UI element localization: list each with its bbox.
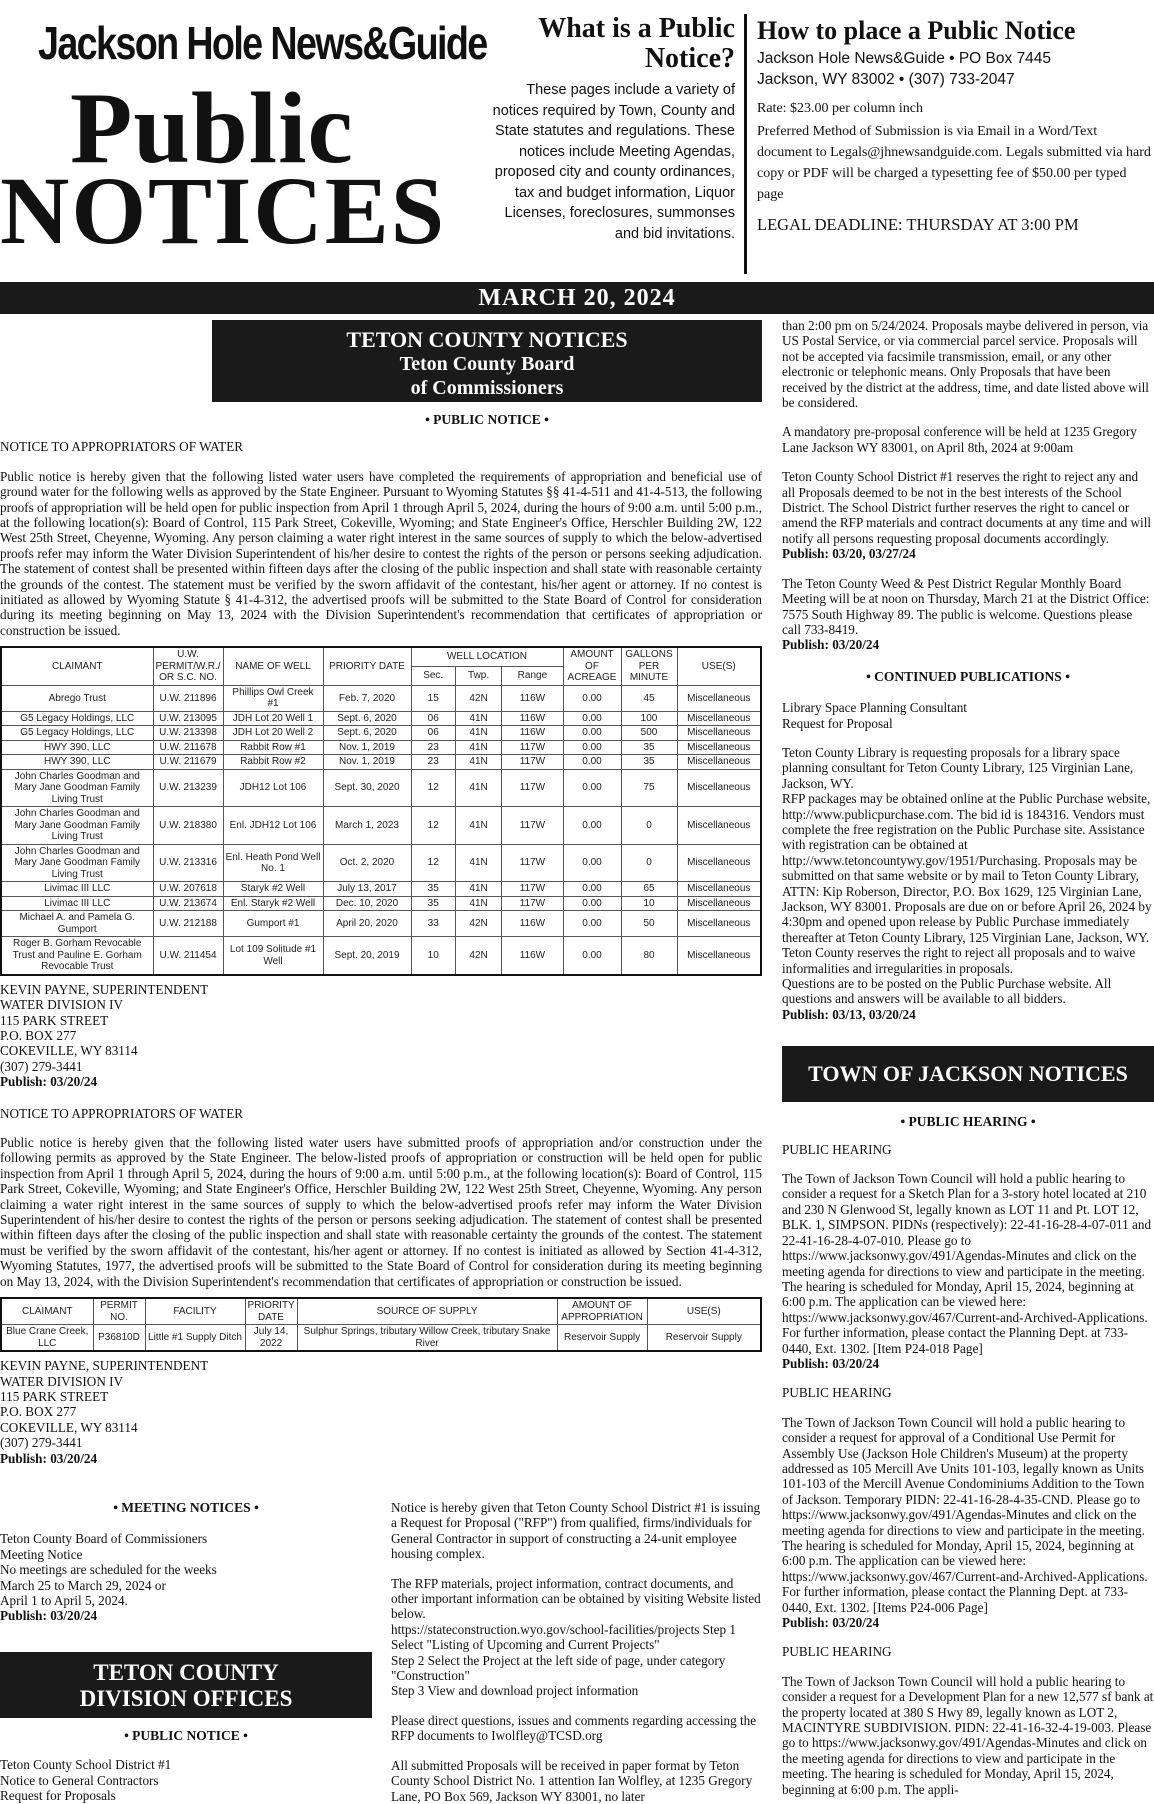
cell: 41N xyxy=(455,896,501,911)
cell: Sept. 20, 2019 xyxy=(323,937,411,975)
meeting-line: March 25 to March 29, 2024 or xyxy=(0,1577,166,1593)
signature-line: COKEVILLE, WY 83114 xyxy=(0,1043,138,1059)
table-row xyxy=(1,711,761,726)
col-priority-date: PRIORITY DATE xyxy=(323,647,411,685)
col-gpm: GALLONS PER MINUTE xyxy=(621,647,677,685)
cell: 41N xyxy=(455,769,501,807)
cell: Oct. 2, 2020 xyxy=(323,844,411,882)
cell: Livimac III LLC xyxy=(1,896,153,911)
cell: U.W. 211678 xyxy=(153,740,223,755)
col-uses: USE(S) xyxy=(677,647,761,685)
rate-text: Rate: $23.00 per column inch xyxy=(757,101,924,116)
col-well-name: NAME OF WELL xyxy=(223,647,323,685)
table-row xyxy=(1,807,761,845)
public-notice-head: • PUBLIC NOTICE • xyxy=(425,412,549,427)
library-body: Teton County Library is requesting proposals for a library space planning consultant for Teton County Library, 125 Virginian Lane, Jackson, WY. xyxy=(782,744,1134,791)
cell: JDH Lot 20 Well 2 xyxy=(223,726,323,741)
right-column xyxy=(782,318,1154,1797)
cell: Michael A. and Pamela G. Gumport xyxy=(1,911,153,937)
rfp-para-4-continued: than 2:00 pm on 5/24/2024. Proposals maybe delivered in person, via US Postal Service, or via commercial parcel service. Proposals will not be accepted via facsimile transmission, email, or any other electronic or telephonic means. Only Proposals that have been received by the district at the address, time, and date listed above will be considered. xyxy=(782,318,1149,411)
cell: 41N xyxy=(455,726,501,741)
water-wells-table xyxy=(0,646,762,976)
hearing-1-body: The Town of Jackson Town Council will hold a public hearing to consider a request for a Sketch Plan for a 3-story hotel located at 210 and 230 N Glenwood St, legally known as LOT 11 and Pt. LOT 12, BLK. 1, SIMPSON. PIDNs (respectively): 22-41-16-28-4-07-011 and 22-41-16-28-4-07-010. Please go to https://www.jacksonwy.gov/491/Agendas-Minutes and click on the meeting agenda for directions to view and participate in the meeting. The hearing is scheduled for Monday, April 15, 2024, beginning at 6:00 p.m. The application can be viewed here: https://www.jacksonwy.gov/467/Current-and-Archived-Applications. For further information, please contact the Planning Dept. at 733-0440, Ext. 1302. [Item P24-018 Page] xyxy=(782,1171,1152,1356)
publish-date: Publish: 03/20/24 xyxy=(782,1355,880,1371)
division-line: Teton County School District #1 xyxy=(0,1757,172,1773)
division-line: Notice to General Contractors xyxy=(0,1772,159,1788)
cell: U.W. 213398 xyxy=(153,726,223,741)
signature-line: P.O. BOX 277 xyxy=(0,1028,77,1043)
notice2-signature xyxy=(0,1358,762,1466)
cell: 23 xyxy=(411,755,455,770)
issue-date-bar: MARCH 20, 2024 xyxy=(0,282,1154,314)
cell: U.W. 213095 xyxy=(153,711,223,726)
library-body-3: Teton County reserves the right to reject all proposals and to waive informalities and irregularities in proposals. xyxy=(782,945,1136,976)
cell: G5 Legacy Holdings, LLC xyxy=(1,711,153,726)
cell: 33 xyxy=(411,911,455,937)
hearing-1-title: PUBLIC HEARING xyxy=(782,1141,892,1157)
cell: Sept. 30, 2020 xyxy=(323,769,411,807)
cell: Reservoir Supply xyxy=(557,1325,647,1352)
cell: Sept. 6, 2020 xyxy=(323,726,411,741)
col-amount: AMOUNT OF APPROPRIATION xyxy=(557,1298,647,1325)
table-row xyxy=(1,740,761,755)
meeting-notices-column xyxy=(0,1500,372,1803)
notice1-signature xyxy=(0,982,762,1090)
col-twp: Twp. xyxy=(455,667,501,686)
col-uses: USE(S) xyxy=(647,1298,761,1325)
legal-deadline: LEGAL DEADLINE: THURSDAY AT 3:00 PM xyxy=(757,215,1079,234)
cell: U.W. 211679 xyxy=(153,755,223,770)
cell: 35 xyxy=(621,740,677,755)
rfp-step-2: Step 2 Select the Project at the left side of page, under category "Construction" xyxy=(391,1652,726,1684)
cell: 0.00 xyxy=(563,937,621,975)
notice1-body: Public notice is hereby given that the following listed water users have completed the requirements of appropriation and beneficial use of ground water for the following wells as approved by the State Engineer. Pursuant to Wyoming Statutes §§ 41-4-511 and 41-4-513, the following proofs of appropriation will be held open for public inspection from April 1 through April 5, 2024, during the hours of 9:00 a.m. until 5:00 p.m., at the following location(s): Board of Control, 115 Park Street, Cokeville, Wyoming; and State Engineer's Office, Herschler Building 2W, 122 West 25th Street, Cheyenne, Wyoming. Any person claiming a water right interest in the same sources of supply to which the below-advertised proofs refer may inform the Water Division Superintendent of his/her desire to contest the rights of the person or persons seeking adjudication. The statement of contest shall be presented within fifteen days after the closing of the public inspection and shall state with reasonable certainty the grounds of the contest. The statement must be verified by the sworn affidavit of the contestant, his/her agent or attorney. If no contest is initiated as allowed by Wyoming Statute § 41-4-312, the advertised proofs will be submitted to the State Board of Control for consideration during its meeting beginning on May 13, 2024 with the Division Superintendent's recommendation that certificates of appropriation or construction be issued. xyxy=(0,468,762,638)
hearing-2-title: PUBLIC HEARING xyxy=(782,1385,892,1401)
cell: 0.00 xyxy=(563,755,621,770)
teton-county-notices-column xyxy=(0,320,762,1466)
what-is-public-notice xyxy=(490,14,735,244)
cell: March 1, 2023 xyxy=(323,807,411,845)
signature-line: COKEVILLE, WY 83114 xyxy=(0,1419,138,1435)
col-source: SOURCE OF SUPPLY xyxy=(297,1298,557,1325)
col-permit: U.W. PERMIT/W.R./ OR S.C. NO. xyxy=(153,647,223,685)
cell: Sulphur Springs, tributary Willow Creek, tributary Snake River xyxy=(297,1325,557,1352)
cell: 117W xyxy=(502,882,563,897)
public-hearing-head: • PUBLIC HEARING • xyxy=(900,1114,1036,1130)
newspaper-name: Jackson Hole News&Guide xyxy=(38,17,487,69)
rfp-para-2: The RFP materials, project information, contract documents, and other important information can be obtained by visiting Website listed below. xyxy=(391,1575,761,1622)
cell: 0.00 xyxy=(563,740,621,755)
cell: Miscellaneous xyxy=(677,911,761,937)
cell: Enl. Staryk #2 Well xyxy=(223,896,323,911)
publish-date: Publish: 03/20/24 xyxy=(0,1450,98,1466)
cell: Reservoir Supply xyxy=(647,1325,761,1352)
how-to-heading: How to place a Public Notice xyxy=(757,16,1076,45)
what-is-heading: What is a Public Notice? xyxy=(538,13,735,74)
submission-text: Preferred Method of Submission is via Email in a Word/Text document to Legals@jhnewsandguide.com. Legals submitted via hard copy or PDF will be charged a typesetting fee of $50.00 per typed page xyxy=(757,124,1151,202)
library-title-2: Request for Proposal xyxy=(782,715,893,731)
cell: Sept. 6, 2020 xyxy=(323,711,411,726)
signature-line: WATER DIVISION IV xyxy=(0,1373,124,1389)
cell: HWY 390, LLC xyxy=(1,755,153,770)
cell: 116W xyxy=(502,937,563,975)
signature-line: 115 PARK STREET xyxy=(0,1388,109,1404)
table-row xyxy=(1,937,761,975)
cell: JDH Lot 20 Well 1 xyxy=(223,711,323,726)
cell: July 14, 2022 xyxy=(245,1325,297,1352)
cell: Nov. 1, 2019 xyxy=(323,740,411,755)
meeting-line: Meeting Notice xyxy=(0,1546,83,1562)
meeting-line: April 1 to April 5, 2024. xyxy=(0,1593,128,1609)
banner-line-2: Teton County Board xyxy=(399,353,575,375)
cell: Livimac III LLC xyxy=(1,882,153,897)
address-line-2: Jackson, WY 83002 • (307) 733-2047 xyxy=(757,71,1015,88)
cell: 0.00 xyxy=(563,844,621,882)
table-row xyxy=(1,896,761,911)
cell: 0.00 xyxy=(563,769,621,807)
cell: Staryk #2 Well xyxy=(223,882,323,897)
rfp-para-3: Please direct questions, issues and comments regarding accessing the RFP documents to Iwolfley@TCSD.org xyxy=(391,1712,757,1744)
cell: Miscellaneous xyxy=(677,769,761,807)
rfp-para-6: Teton County School District #1 reserves the right to reject any and all Proposals deemed to be not in the best interests of the School District. The School District further reserves the right to cancel or amend the RFP materials and contract documents at any time and will notify all persons requesting proposal documents accordingly. xyxy=(782,469,1152,546)
rfp-para-1: Notice is hereby given that Teton County School District #1 is issuing a Request for Proposal ("RFP") from qualified, firms/individuals for General Contractor in support of constructing a 24-unit employee housing complex. xyxy=(391,1500,761,1562)
cell: U.W. 207618 xyxy=(153,882,223,897)
cell: G5 Legacy Holdings, LLC xyxy=(1,726,153,741)
cell: Little #1 Supply Ditch xyxy=(145,1325,245,1352)
continued-publications-head: • CONTINUED PUBLICATIONS • xyxy=(866,668,1070,684)
signature-line: KEVIN PAYNE, SUPERINTENDENT xyxy=(0,1358,209,1374)
cell: 0.00 xyxy=(563,726,621,741)
cell: 116W xyxy=(502,726,563,741)
col-facility: FACILITY xyxy=(145,1298,245,1325)
weed-pest-notice: The Teton County Weed & Pest District Regular Monthly Board Meeting will be at noon on Thursday, March 21 at the District Office: 7575 South Highway 89. The public is welcome. Questions please call 733-8419. xyxy=(782,575,1150,637)
cell: 0.00 xyxy=(563,896,621,911)
cell: John Charles Goodman and Mary Jane Goodman Family Living Trust xyxy=(1,844,153,882)
signature-line: (307) 279-3441 xyxy=(0,1435,83,1451)
cell: HWY 390, LLC xyxy=(1,740,153,755)
address-line-1: Jackson Hole News&Guide • PO Box 7445 xyxy=(757,50,1052,67)
cell: 116W xyxy=(502,711,563,726)
table-row xyxy=(1,755,761,770)
col-priority-date: PRIORITY DATE xyxy=(245,1298,297,1325)
what-is-body: These pages include a variety of notices required by Town, County and State statutes and regulations. These notices include Meeting Agendas, proposed city and county ordinances, tax and budget information, Liquor Licenses, foreclosures, summonses and bid invitations. xyxy=(492,82,735,242)
publish-date: Publish: 03/20/24 xyxy=(0,1074,98,1090)
cell: 0.00 xyxy=(563,807,621,845)
wells-table-body xyxy=(1,685,761,975)
banner-line-2: DIVISION OFFICES xyxy=(79,1685,293,1711)
cell: 117W xyxy=(502,769,563,807)
cell: Miscellaneous xyxy=(677,807,761,845)
library-title-1: Library Space Planning Consultant xyxy=(782,700,967,716)
cell: Roger B. Gorham Revocable Trust and Pauline E. Gorham Revocable Trust xyxy=(1,937,153,975)
signature-line: KEVIN PAYNE, SUPERINTENDENT xyxy=(0,981,209,997)
cell: 0.00 xyxy=(563,685,621,711)
cell: 10 xyxy=(411,937,455,975)
cell: Feb. 7, 2020 xyxy=(323,685,411,711)
cell: 41N xyxy=(455,844,501,882)
cell: 41N xyxy=(455,711,501,726)
rfp-step-3: Step 3 View and download project information xyxy=(391,1683,639,1699)
table-row xyxy=(1,911,761,937)
cell: U.W. 213316 xyxy=(153,844,223,882)
hearing-3-body: The Town of Jackson Town Council will hold a public hearing to consider a request for a Development Plan for a new 12,577 sf bank at the property located at 380 S Hwy 89, legally known as LOT 2, MACINTYRE SUBDIVISION. PIDN: 22-41-16-32-4-19-003. Please go to https://www.jacksonwy.gov/491/Agendas-Minutes and click on the meeting agenda for directions to view and participate in the meeting. The hearing is scheduled for Monday, April 15, 2024, beginning at 6:00 p.m. The appli- xyxy=(782,1673,1154,1797)
meeting-notices-head: • MEETING NOTICES • xyxy=(113,1500,259,1515)
cell: 117W xyxy=(502,844,563,882)
how-to-place-notice xyxy=(757,14,1152,235)
table-row xyxy=(1,844,761,882)
col-permit-no: PERMIT NO. xyxy=(93,1298,145,1325)
rfp-para-5: A mandatory pre-proposal conference will be held at 1235 Gregory Lane Jackson WY 83001, on April 8th, 2024 at 9:00am xyxy=(782,424,1137,455)
cell: Enl. JDH12 Lot 106 xyxy=(223,807,323,845)
cell: Rabbit Row #1 xyxy=(223,740,323,755)
banner-line-1: TETON COUNTY xyxy=(93,1659,279,1685)
town-of-jackson-banner: TOWN OF JACKSON NOTICES xyxy=(782,1046,1154,1102)
header-divider xyxy=(744,14,747,274)
cell: 117W xyxy=(502,896,563,911)
cell: 65 xyxy=(621,882,677,897)
cell: P36810D xyxy=(93,1325,145,1352)
publish-date: Publish: 03/20/24 xyxy=(0,1608,98,1624)
table-row xyxy=(1,685,761,711)
cell: 10 xyxy=(621,896,677,911)
cell: 80 xyxy=(621,937,677,975)
cell: 35 xyxy=(621,755,677,770)
table-row xyxy=(1,1325,761,1352)
teton-county-banner xyxy=(212,320,762,402)
library-body-2: RFP packages may be obtained online at the Public Purchase website, http://www.publicpurchase.com. The bid id is 184316. Vendors must complete the free registration on the Public Purchase site. Assistance with registration can be obtained at http://www.tetoncountywy.gov/1951/Purchasing. Proposals may be submitted on that same website or by mail to Teton County Library, ATTN: Kip Roberson, Director, P.O. Box 1629, 125 Virginian Lane, Jackson, WY 83001. Proposals are due on or before April 26, 2024 by 4:30pm and opened upon release by Public Purchase immediately thereafter at Teton County Library, 125 Virginian Lane, Jackson, WY. xyxy=(782,791,1152,945)
cell: 12 xyxy=(411,769,455,807)
banner-line-1: TETON COUNTY NOTICES xyxy=(346,327,628,352)
cell: 35 xyxy=(411,896,455,911)
table-row xyxy=(1,726,761,741)
cell: Miscellaneous xyxy=(677,685,761,711)
cell: 06 xyxy=(411,711,455,726)
publish-date: Publish: 03/13, 03/20/24 xyxy=(782,1006,916,1022)
cell: John Charles Goodman and Mary Jane Goodman Family Living Trust xyxy=(1,769,153,807)
cell: Rabbit Row #2 xyxy=(223,755,323,770)
table-row xyxy=(1,882,761,897)
cell: 42N xyxy=(455,685,501,711)
cell: 100 xyxy=(621,711,677,726)
cell: 15 xyxy=(411,685,455,711)
cell: April 20, 2020 xyxy=(323,911,411,937)
table-row xyxy=(1,769,761,807)
masthead-title-public: Public xyxy=(70,72,354,185)
cell: Abrego Trust xyxy=(1,685,153,711)
cell: 116W xyxy=(502,911,563,937)
cell: 117W xyxy=(502,755,563,770)
cell: 12 xyxy=(411,807,455,845)
division-offices-banner xyxy=(0,1652,372,1718)
cell: 75 xyxy=(621,769,677,807)
cell: Miscellaneous xyxy=(677,711,761,726)
publish-date: Publish: 03/20/24 xyxy=(782,637,880,653)
cell: Enl. Heath Pond Well No. 1 xyxy=(223,844,323,882)
cell: U.W. 213239 xyxy=(153,769,223,807)
cell: 0.00 xyxy=(563,711,621,726)
cell: July 13, 2017 xyxy=(323,882,411,897)
school-district-rfp-column xyxy=(391,1500,763,1804)
cell: 0.00 xyxy=(563,882,621,897)
cell: Miscellaneous xyxy=(677,844,761,882)
cell: Miscellaneous xyxy=(677,755,761,770)
cell: 42N xyxy=(455,937,501,975)
cell: Nov. 1, 2019 xyxy=(323,755,411,770)
publish-date: Publish: 03/20, 03/27/24 xyxy=(782,546,916,562)
meeting-line: Teton County Board of Commissioners xyxy=(0,1531,208,1547)
division-line: Request for Proposals xyxy=(0,1788,116,1804)
signature-line: (307) 279-3441 xyxy=(0,1058,83,1074)
cell: Dec. 10, 2020 xyxy=(323,896,411,911)
cell: 0.00 xyxy=(563,911,621,937)
cell: 500 xyxy=(621,726,677,741)
signature-line: WATER DIVISION IV xyxy=(0,997,124,1013)
banner-line-3: of Commissioners xyxy=(410,377,564,399)
notice2-body: Public notice is hereby given that the following listed water users have submitted proofs of appropriation and/or construction under the following permits as approved by the State Engineer. The below-listed proofs of appropriation or construction will be held open for public inspection from April 1 through April 5, 2024, during the hours of 9:00 a.m. until 5:00 p.m., at the following location(s): Board of Control, 115 Park Street, Cokeville, Wyoming; and State Engineer's Office, Herschler Building 2W, 122 West 25th Street, Cheyenne, Wyoming. Any person claiming a water right interest in the same sources of supply to which the below-advertised proofs refer may inform the Water Division Superintendent of his/her desire to contest the rights of the person or persons seeking adjudication. The statement of contest shall be presented within fifteen days after the closing of the public inspection and shall state with reasonable certainty the grounds of the contest. The statement must be verified by the sworn affidavit of the contestant, his/her agent or attorney. If no contest is initiated as allowed by Section 41-4-312, Wyoming Statutes, 1977, the advertised proofs will be submitted to the State Board of Control for consideration during its meeting beginning on May 13, 2024, with the Division Superintendent's recommendation that certificates of appropriation or construction be issued. xyxy=(0,1135,762,1289)
rfp-url-step1: https://stateconstruction.wyo.gov/school-facilities/projects Step 1 Select "Listing of Upcoming and Current Projects" xyxy=(391,1621,737,1653)
cell: 116W xyxy=(502,685,563,711)
cell: 45 xyxy=(621,685,677,711)
cell: Miscellaneous xyxy=(677,896,761,911)
cell: Miscellaneous xyxy=(677,726,761,741)
cell: U.W. 213674 xyxy=(153,896,223,911)
cell: 35 xyxy=(411,882,455,897)
cell: U.W. 218380 xyxy=(153,807,223,845)
hearing-3-title: PUBLIC HEARING xyxy=(782,1644,892,1660)
cell: U.W. 211454 xyxy=(153,937,223,975)
cell: 0 xyxy=(621,844,677,882)
col-well-location: WELL LOCATION xyxy=(411,647,563,666)
col-acreage: AMOUNT OF ACREAGE xyxy=(563,647,621,685)
cell: 41N xyxy=(455,807,501,845)
cell: 42N xyxy=(455,911,501,937)
col-claimant: CLAIMANT xyxy=(1,647,153,685)
rfp-para-4: All submitted Proposals will be received in paper format by Teton County School District No. 1 attention Ian Wolfley, at 1235 Gregory Lane, PO Box 569, Jackson WY 83001, no later xyxy=(391,1757,753,1804)
col-range: Range xyxy=(502,667,563,686)
publish-date: Publish: 03/20/24 xyxy=(782,1615,880,1631)
cell: Gumport #1 xyxy=(223,911,323,937)
cell: Lot 109 Solitude #1 Well xyxy=(223,937,323,975)
cell: 41N xyxy=(455,755,501,770)
masthead-title-notices: NOTICES xyxy=(0,157,447,264)
cell: Miscellaneous xyxy=(677,740,761,755)
cell: JDH12 Lot 106 xyxy=(223,769,323,807)
library-body-4: Questions are to be posted on the Public Purchase website. All questions and answers will be available to all bidders. xyxy=(782,976,1112,1007)
cell: 117W xyxy=(502,740,563,755)
cell: 12 xyxy=(411,844,455,882)
cell: 23 xyxy=(411,740,455,755)
cell: U.W. 212188 xyxy=(153,911,223,937)
signature-line: 115 PARK STREET xyxy=(0,1012,109,1028)
cell: 50 xyxy=(621,911,677,937)
cell: 41N xyxy=(455,882,501,897)
col-claimant: CLAIMANT xyxy=(1,1298,93,1325)
cell: Blue Crane Creek, LLC xyxy=(1,1325,93,1352)
cell: John Charles Goodman and Mary Jane Goodman Family Living Trust xyxy=(1,807,153,845)
meeting-line: No meetings are scheduled for the weeks xyxy=(0,1562,217,1578)
cell: 0 xyxy=(621,807,677,845)
cell: U.W. 211896 xyxy=(153,685,223,711)
notice1-title: NOTICE TO APPROPRIATORS OF WATER xyxy=(0,439,244,455)
public-notice-head: • PUBLIC NOTICE • xyxy=(124,1727,248,1743)
cell: Phillips Owl Creek #1 xyxy=(223,685,323,711)
cell: Miscellaneous xyxy=(677,937,761,975)
water-permits-table xyxy=(0,1297,762,1352)
notice2-title: NOTICE TO APPROPRIATORS OF WATER xyxy=(0,1105,244,1121)
cell: Miscellaneous xyxy=(677,882,761,897)
col-sec: Sec. xyxy=(411,667,455,686)
cell: 41N xyxy=(455,740,501,755)
cell: 117W xyxy=(502,807,563,845)
hearing-2-body: The Town of Jackson Town Council will hold a public hearing to consider a request for approval of a Conditional Use Permit for Assembly Use (Jackson Hole Children's Museum) at the property addressed as 105 Mercill Ave Units 101-103, legally known as Units 101-103 of the Mercill Avenue Condominiums Addition to the Town of Jackson. Temporary PIDN: 22-41-16-28-4-35-CND. Please go to https://www.jacksonwy.gov/491/Agendas-Minutes and click on the meeting agenda for directions to view and participate in the meeting. The hearing is scheduled for Monday, April 15, 2024, beginning at 6:00 p.m. The application can be viewed here: https://www.jacksonwy.gov/467/Current-and-Archived-Applications. For further information, please contact the Planning Dept. at 733-0440, Ext. 1302. [Items P24-006 Page] xyxy=(782,1414,1148,1615)
cell: 06 xyxy=(411,726,455,741)
signature-line: P.O. BOX 277 xyxy=(0,1404,77,1420)
